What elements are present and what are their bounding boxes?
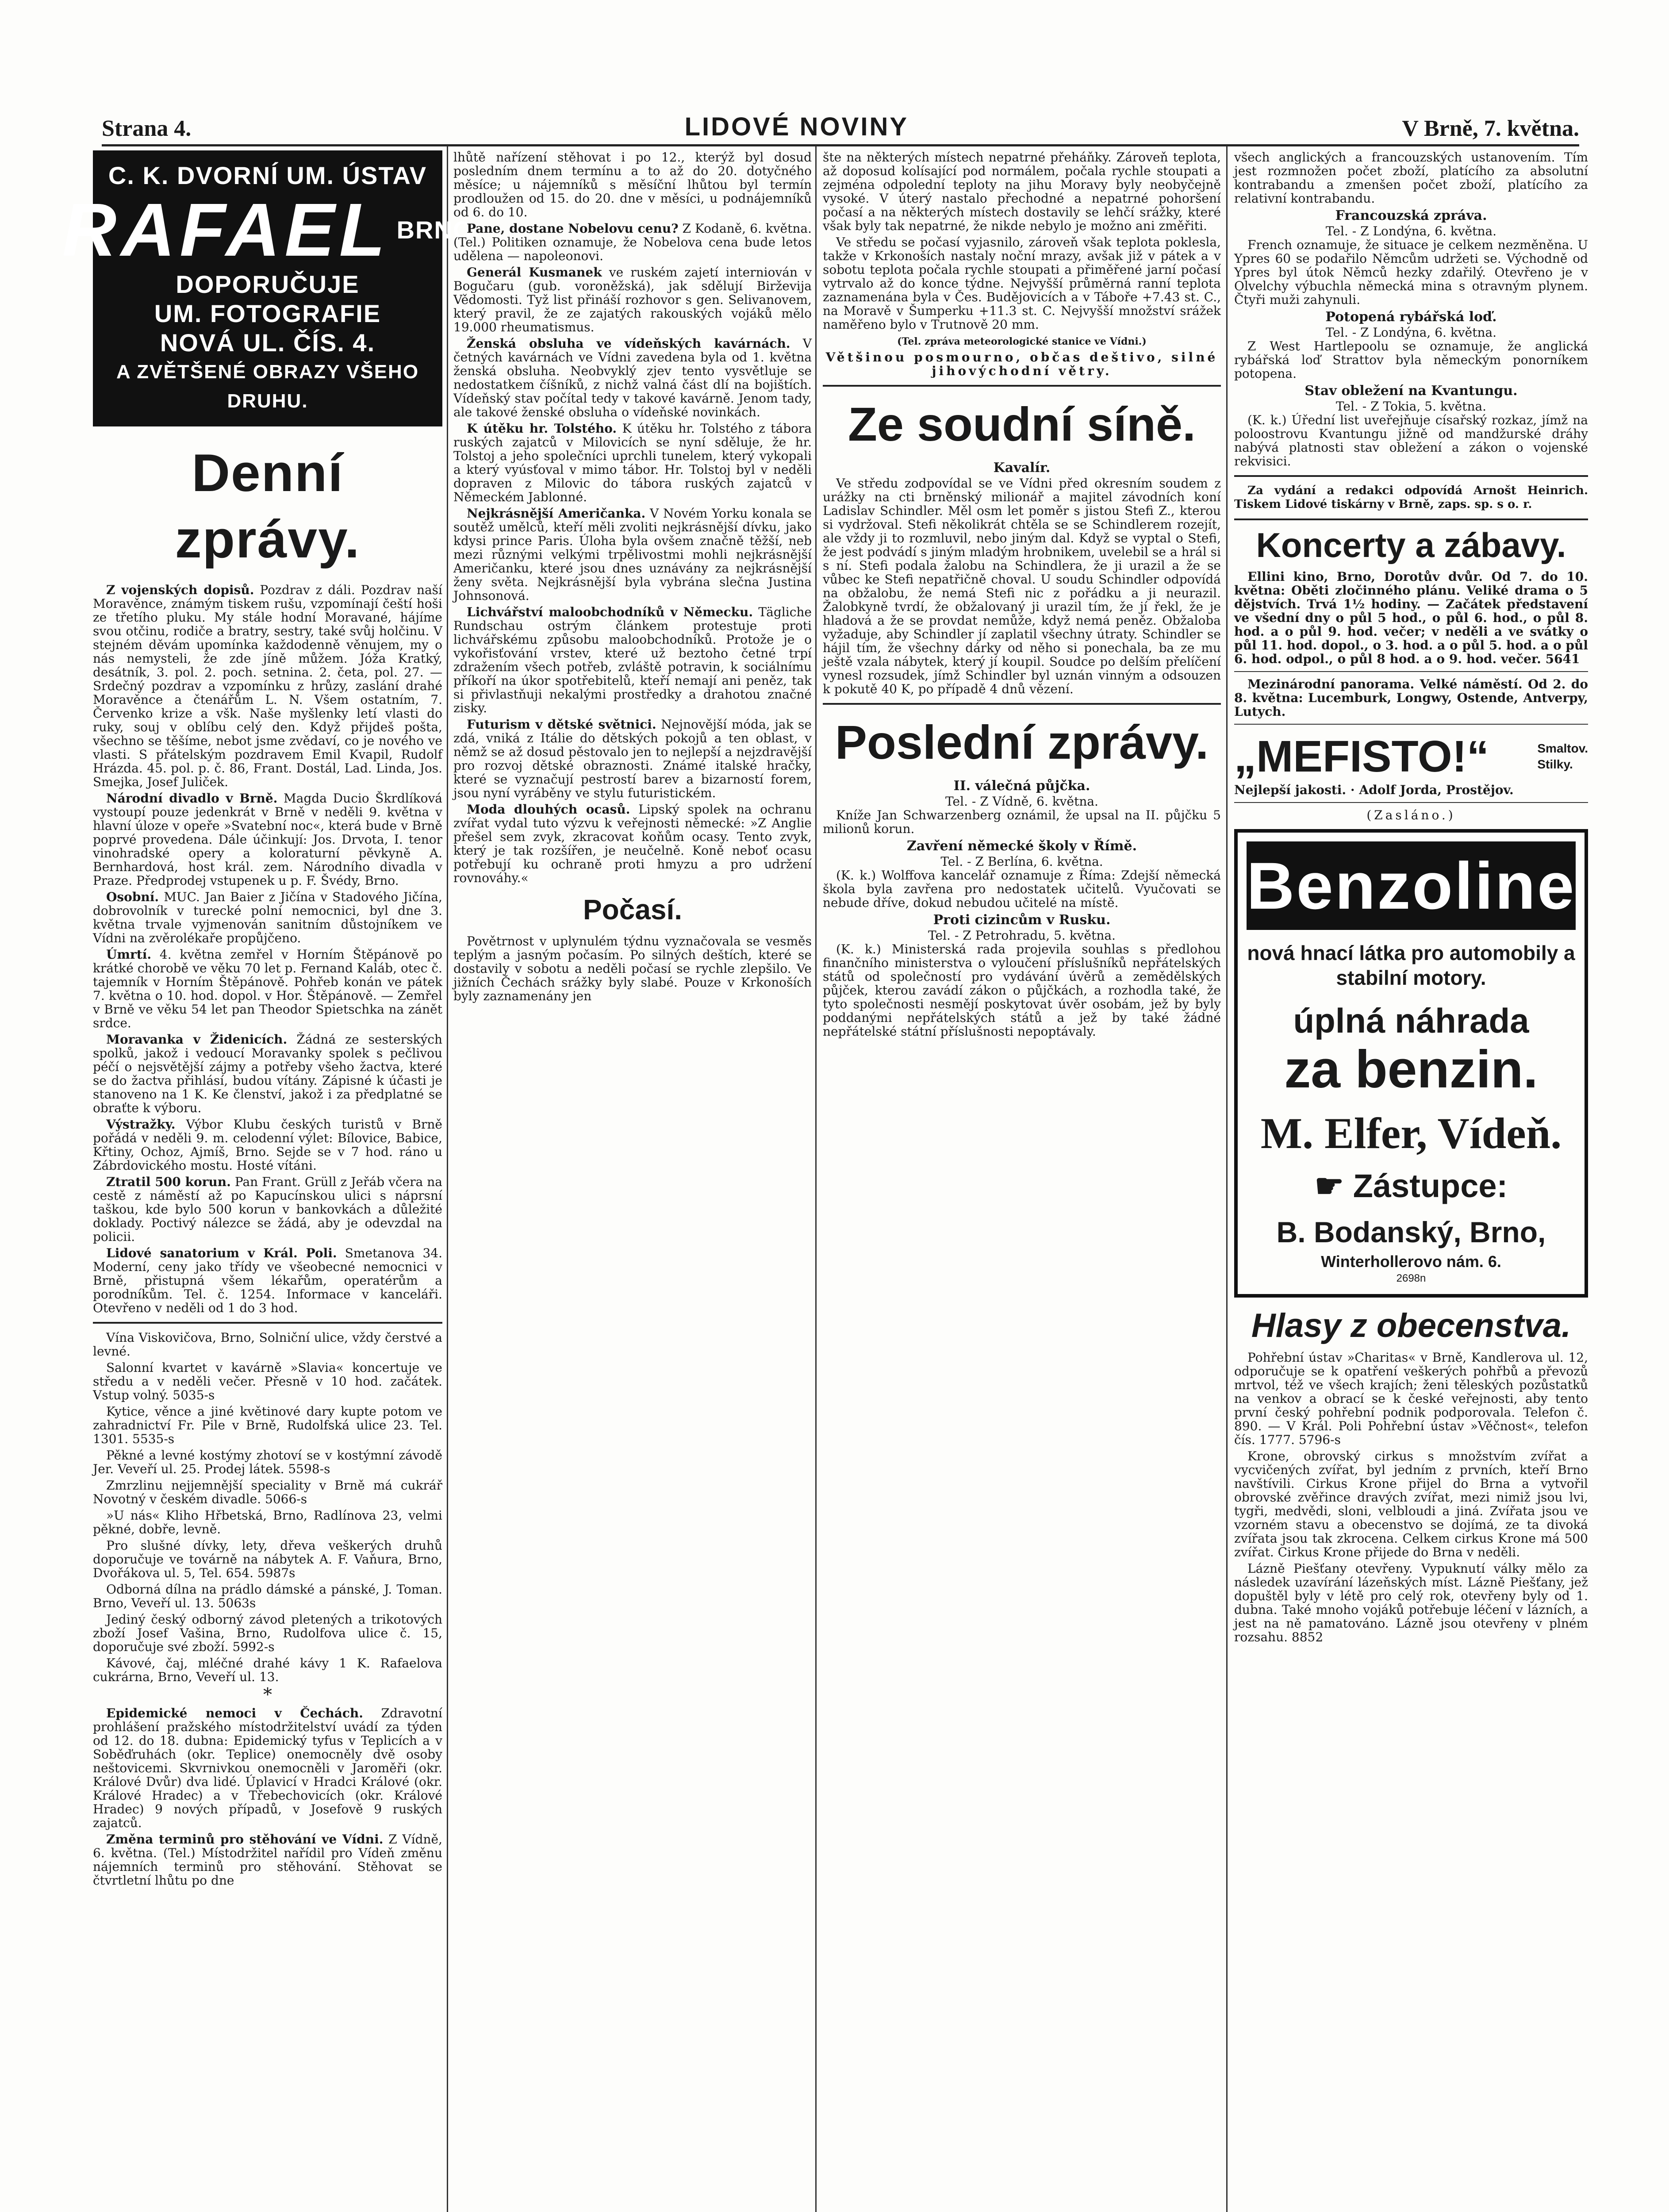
divider bbox=[823, 703, 1221, 705]
divider bbox=[1234, 475, 1588, 477]
column-rule bbox=[447, 146, 448, 2212]
column-rule bbox=[1226, 146, 1228, 2212]
spa-text: Lázně Piešťany otevřeny. Vypuknutí války mělo za následek uzavírání lázeňských míst. Lázně Piešťany, jež dopuštěl byly v létě pro celý rok, otevřeny byly od 1. dubna. Také mnoho vojáků potřebuje léčení v lázních, a jest na ně pamatováno. Lázně jsou otevřeny v plném rozsahu. 8852 bbox=[1234, 1561, 1588, 1644]
column-3 bbox=[823, 150, 1221, 2212]
small-ad: Pro slušné dívky, lety, dřeva veškerých druhů doporučuje ve továrně na nábytek A. F. Vaňura, Brno, Dvořákova ul. 5, Tel. 654. 5987s bbox=[93, 1538, 442, 1580]
news-item bbox=[823, 779, 1221, 836]
article bbox=[93, 1706, 442, 1830]
news-item bbox=[1234, 384, 1588, 468]
section-title-court: Ze soudní síně. bbox=[848, 397, 1196, 451]
article-text: K útěku hr. Tolstého z tábora ruských zajatců v Milovicích se nyní sděluje, že hr. Tolstoj a jeho společníci uprchli tunelem, který vykopali a který vyúsťoval v mimo tábor. Hr. Tolstoj byl v neděli dopraven z Milovic do tábora ruských zajatců v Německém Jablonné. bbox=[453, 421, 812, 504]
article-head: Výstražky. bbox=[106, 1117, 176, 1132]
benzoline-line: nová hnací látka pro automobily a stabilní motory. bbox=[1247, 941, 1575, 989]
weather-text: Povětrnost v uplynulém týdnu vyznačovala se vesměs teplým a jasným počasím. Po silných deštích, které se dostavily v sobotu a neděli počasí se rychle zlepšilo. Ve jižních Čechách srážky byly slabé. Pouze v Krkonoších byly zaznamenány jen bbox=[453, 934, 812, 1003]
article bbox=[453, 718, 812, 800]
article bbox=[453, 422, 812, 504]
article-text: Magda Ducio Škrdlíková vystoupí pouze jedenkrát v Brně v neděli 9. května v hlavní úloze v opeře »Svatební noc«, která bude v Brně poprvé provedena. Dále účinkují: Jos. Drvota, I. tenor vinohradské opery a koloraturní pěvkyně A. Bernhardová, host král. zem. Národního divadla v Praze. Předprodej vstupenek u p. F. Švédy, Brno. bbox=[93, 791, 442, 888]
article-text: Smetanova 34. Moderní, ceny jako třídy ve všeobecné nemocnici v Brně, přistupná všem lékařům, operatérům a porodníkům. Tel. č. 1254. Informace v kanceláři. Otevřeno v neděli od 1 do 3 hod. bbox=[93, 1246, 442, 1315]
section-title-latest-news: Poslední zprávy. bbox=[835, 715, 1209, 769]
article bbox=[453, 507, 812, 603]
small-ad: Pěkné a levné kostýmy zhotoví se v kostýmní závodě Jer. Veveří ul. 25. Prodej látek. 5598-s bbox=[93, 1448, 442, 1476]
article-text: ve ruském zajetí interniován v Bogučaru (gub. voroněžská), jak sdělují Birževija Vědomosti. Tyž list přináší rozhovor s gen. Selivanovem, který pravil, že ze zajatých rakouských vojáků mělo 19.000 rheumatismus. bbox=[453, 265, 812, 334]
benzoline-line: M. Elfer, Vídeň. bbox=[1260, 1109, 1562, 1158]
article bbox=[93, 791, 442, 887]
divider bbox=[1234, 671, 1588, 672]
section-title-daily-news: Denní zprávy. bbox=[175, 443, 361, 569]
publisher-note: Za vydání a redakci odpovídá Arnošt Heinrich. Tiskem Lidové tiskárny v Brně, zaps. sp. s o. r. bbox=[1234, 484, 1588, 511]
news-dateline: Tel. - Z Berlína, 6. května. bbox=[940, 854, 1103, 869]
article-head: Osobní. bbox=[106, 890, 159, 904]
news-head: Francouzská zpráva. bbox=[1335, 208, 1487, 223]
divider bbox=[93, 1322, 442, 1324]
article bbox=[93, 1033, 442, 1115]
column-rule bbox=[815, 146, 817, 2212]
news-text: Kníže Jan Schwarzenberg oznámil, že upsal na II. půjčku 5 milionů korun. bbox=[823, 808, 1221, 836]
small-ad: Vína Viskovičova, Brno, Solniční ulice, vždy čerstvé a levné. bbox=[93, 1330, 442, 1359]
benzoline-number: 2698n bbox=[1396, 1272, 1426, 1284]
column-4 bbox=[1234, 150, 1588, 2212]
news-text: (K. k.) Wolffova kancelář oznamuje z Říma: Zdejší německá škola byla zavřena pro nedostatek učitelů. Vyučovati se nebude dříve, dokud nebudou učitelé na místě. bbox=[823, 868, 1221, 910]
benzoline-rep: Zástupce: bbox=[1353, 1167, 1508, 1204]
ad-line: DOPORUČUJE bbox=[176, 270, 360, 298]
mefisto-line: Nejlepší jakosti. · Adolf Jorda, Prostějov. bbox=[1234, 783, 1514, 797]
section-title-concerts: Koncerty a zábavy. bbox=[1256, 526, 1566, 565]
benzoline-title: Benzoline bbox=[1247, 841, 1576, 930]
small-ad: Kytice, věnce a jiné květinové dary kupte potom ve zahradnictví Fr. Pile v Brně, Rudolfská ulice 23. Tel. 1301. 5535-s bbox=[93, 1404, 442, 1446]
news-item bbox=[823, 839, 1221, 910]
benzoline-line: úplná náhrada bbox=[1293, 1001, 1529, 1040]
article bbox=[93, 890, 442, 945]
page-header bbox=[102, 106, 1579, 146]
court-text: Ve středu zodpovídal se ve Vídni před okresním soudem z urážky na cti brněnský milionář a majitel závodních koní Ladislav Schindler. Měl osm let poměr s jistou Stefi Z., kterou si vydržoval. Stefi několikrát chtěla se se Schindlerem rozejít, ale vždy ji to rozmluvil, nebo jiným dal. Když se vyptal o Stefi, že jest podvádí s jiným mladým hrobnikem, uvelebil se a hrál si s ní. Stefi podala žalobu na Schindlera, že ji urazil a že se vůbec ke Stefi nepatřičně choval. U soudu Schindler odpovídá na obžalobu, že nemá Stefi nic z pořádku a ji neurazil. Žalobkyně tvrdí, že obžalovaný ji urazil tím, že jí řekl, že je hladová a že se provdat nemůže, když nemá peněz. Obžaloba vyžaduje, aby Schindler jí zaplatil všechny útraty. Schindler se hájil tím, že všechny dárky od něho si ponechala, ba ze mu ještě vzala nábytek, který jí koupil. Soudce po delším přelíčení vynesl rozsudek, jímž Schindler byl uznán vinným a odsouzen k pokutě 40 K, po případě 4 dnů vězení. bbox=[823, 476, 1221, 696]
news-dateline: Tel. - Z Tokia, 5. května. bbox=[1335, 399, 1487, 414]
article bbox=[93, 1832, 442, 1887]
news-text: (K. k.) Ministerská rada projevila souhlas s předlohou finančního ministerstva o vyloučení příslušníků nepřátelských států od společností pro vydávání úvěrů a zemědělských půjček, kterou zavádí zákon o půjčkách, a rozhodla také, že tyto společnosti nesmějí poskytovat úvěr osobám, jež by byly poddanými nepřátelských států a jež by také žádné nepřátelské státní příslušnosti nepoptávaly. bbox=[823, 942, 1221, 1039]
article-text: Žádná ze sesterských spolků, jakož i vedoucí Moravanky spolek s pečlivou péčí o nejsvětější zájmy a potřeby všeho žactva, které se do žactva přihlásí, budou vítány. Zápisné k účasti je stanoveno na 1 K. Ke členství, jakož i za předplatné se obraťte k výboru. bbox=[93, 1032, 442, 1115]
news-item bbox=[1234, 310, 1588, 380]
article bbox=[453, 337, 812, 419]
article bbox=[93, 583, 442, 789]
news-text: Z West Hartlepoolu se oznamuje, že anglická rybářská loď Strattov byla německým ponorníkem potopena. bbox=[1234, 339, 1588, 381]
panorama-text: Mezinárodní panorama. Velké náměstí. Od 2. do 8. května: Lucemburk, Longwy, Ostende, Antverpy, Lutych. bbox=[1234, 677, 1588, 719]
news-text: French oznamuje, že situace je celkem nezměněna. U Ypres 60 se podařilo Němcům udržeti se. Východně od Ypres byl útok Němců hezky zdařilý. Otevřeno je v Olvelchy výbuchla německá mina s otravným plynem. Čtyři muži zahynuli. bbox=[1234, 238, 1588, 307]
article-head: Moda dlouhých ocasů. bbox=[467, 802, 630, 817]
news-dateline: Tel. - Z Londýna, 6. května. bbox=[1325, 325, 1497, 340]
ad-city: BRNO bbox=[396, 216, 473, 244]
ad-brand: RAFAEL bbox=[62, 188, 390, 272]
ad-line: UM. FOTOGRAFIE bbox=[154, 300, 381, 327]
article-text: V četných kavárnách ve Vídni zavedena byla od 1. května ženská obsluha. Neobvyklý zjev tento vysvětluje se nedostatkem číšníků, z nichž valná část dlí na bojištích. Vídeňský stav počítal tedy v takové kavárně. Jenom tady, ale takové ženské obsluha o vídeňské novinkách. bbox=[453, 336, 812, 419]
news-head: II. válečná půjčka. bbox=[953, 778, 1090, 794]
article-text: Tägliche Rundschau ostrým článkem protestuje proti lichvářskému způsobu maloobchodníků. Protože je o vykořisťování vrstev, které už beztoho četné trpí zdražením všech potřeb, zvláště potravin, k sociálnímu příkoří na úkor spotřebitelů, kteří nemají ani peněz, tak si přivlastňuji nekalými prostředky a drahotou značné zisky. bbox=[453, 605, 812, 715]
news-list bbox=[1234, 209, 1588, 468]
article-text: V Novém Yorku konala se soutěž umělců, kteří měli zvoliti nejkrásnější dívku, jako kdysi prince Paris. Úloha byla ovšem značně těžší, neb mezi různými velkými trpělivostmi mohli nejkrásnější Američanku, které jsou dnes uznávány za nejkrásnější ženy světa. Nejkrásnější byla vybrána slečna Justina Johnsonová. bbox=[453, 506, 812, 603]
column-2 bbox=[453, 150, 812, 2212]
article bbox=[93, 948, 442, 1030]
article-head: Úmrtí. bbox=[106, 947, 152, 962]
article bbox=[453, 222, 812, 263]
article-head: Ženská obsluha ve vídeňských kavárnách. bbox=[467, 336, 790, 351]
benzoline-line: Winterhollerovo nám. 6. bbox=[1321, 1252, 1501, 1271]
article-text: Lipský spolek na ochranu zvířat vydal tuto výzvu k veřejnosti německé: »Z Anglie přešel sem zvyk, zkracovat koňům ocasy. Tento zvyk, který je tak rozšířen, je neučelně. Koně neboť ocasu potřebují ku ochraně proti hmyzu a pro udržení rovnováhy.« bbox=[453, 802, 812, 885]
news-item bbox=[823, 913, 1221, 1038]
rafael-ad bbox=[62, 150, 473, 426]
divider bbox=[823, 385, 1221, 387]
weather-forecast: Většinou posmourno, občas deštivo, silné jihovýchodní větry. bbox=[825, 350, 1218, 378]
column-1 bbox=[62, 150, 473, 2212]
article-text: Z Vídně, 6. května. (Tel.) Místodržitel nařídil pro Vídeň změnu nájemních terminů pro stěhování. Stěhovat se čtvrtletní lhůtu po dne bbox=[93, 1832, 442, 1888]
page-label: Strana 4. bbox=[102, 116, 192, 141]
article-head: Epidemické nemoci v Čechách. bbox=[106, 1706, 364, 1720]
weather-tail: Ve středu se počasí vyjasnilo, zároveň však teplota poklesla, takže v Krkonoších nastaly noční mrazy, avšak již v pátek a v sobotu teplota počala rychle stoupati a přiměřené jarní počasí vytrvalo až do konce týdne. Nejvyšší průměrná ranní teplota zaznamenána byla v Čes. Budějovicích a v Táboře +7.43 st. C., na Moravě v Šumperku +11.3 st. C. Nejvyšší množství srážek naměřeno bylo v Trutnově 20 mm. bbox=[823, 235, 1221, 332]
article bbox=[453, 605, 812, 715]
pointing-hand-icon: ☛ bbox=[1314, 1167, 1353, 1204]
asterisk-divider: * bbox=[263, 1685, 272, 1705]
mefisto-ad bbox=[1234, 730, 1588, 783]
article-head: Generál Kusmanek bbox=[467, 265, 602, 280]
article-continuation: všech anglických a francouzských ustanovením. Tím jest rozmnožen počet zboží, platícího za absolutní kontrabandu a zmenšen počet zboží, platícího za relativní kontrabandu. bbox=[1234, 150, 1588, 206]
article-head: Změna terminů pro stěhování ve Vídni. bbox=[106, 1832, 384, 1847]
mefisto-side: Smaltov. bbox=[1537, 741, 1588, 755]
news-text: (K. k.) Úřední list uveřejňuje císařský rozkaz, jímž na poloostrovu Kvantungu jižně od mandžurské dráhy nabývá platnosti stav obležení a zákon o vojenské rekvisici. bbox=[1234, 413, 1588, 469]
benzoline-ad bbox=[1234, 829, 1588, 1298]
article bbox=[453, 803, 812, 885]
weather-source: (Tel. zpráva meteorologické stanice ve Vídni.) bbox=[897, 336, 1147, 347]
divider bbox=[1234, 724, 1588, 725]
article-head: Národní divadlo v Brně. bbox=[106, 791, 278, 806]
small-ad: »U nás« Kliho Hřbetská, Brno, Radlínova 23, velmi pěkné, dobře, levně. bbox=[93, 1508, 442, 1536]
small-ad: Salonní kvartet v kavárně »Slavia« koncertuje ve středu a v neděli večer. Přesně v 10 hod. začátek. Vstup volný. 5035-s bbox=[93, 1360, 442, 1402]
voices-text: Pohřební ústav »Charitas« v Brně, Kandlerova ul. 12, odporučuje se k opatření veškerých pohřbů a převozů mrtvol, též ve všech krajích; ženi těleských pozůstatků na venkov a obrací se k české veřejnosti, aby tento první český pohřební podnik podporovala. Telefon č. 890. — V Král. Poli Pohřební ústav »Věčnost«, telefon čís. 1777. 5796-s bbox=[1234, 1350, 1588, 1447]
article-continuation: šte na některých místech nepatrné přeháňky. Zároveň teplota, až doposud kolísající pod normálem, počala rychle stoupati a zejména odpolední teploty na jihu Moravy byly neobyčejně vysoké. V úterý nastalo přechodné a nepatrné pohoršení počasí a na některých místech dostavily se lehčí srážky, které však byly tak nepatrné, že nikde nebylo je možno ani změřiti. bbox=[823, 150, 1221, 233]
masthead: LIDOVÉ NOVINY bbox=[684, 112, 909, 141]
article-text: Pan Frant. Grüll z Jeřáb včera na cestě z náměstí až po Kapucínskou ulici s náprsní taškou, kde bylo 500 korun v bankovkách a důležité doklady. Poctivý nálezce se žádá, aby je odevzdal na policii. bbox=[93, 1175, 442, 1244]
news-dateline: Tel. - Z Vídně, 6. května. bbox=[945, 794, 1098, 809]
article-head: Nejkrásnější Američanka. bbox=[467, 506, 646, 521]
article bbox=[93, 1246, 442, 1315]
dateline: V Brně, 7. května. bbox=[1402, 116, 1579, 141]
article-head: Lidové sanatorium v Král. Poli. bbox=[106, 1246, 337, 1260]
article-head: Moravanka v Židenicích. bbox=[106, 1032, 288, 1047]
article-list bbox=[453, 222, 812, 885]
concerts-text: Ellini kino, Brno, Dorotův dvůr. Od 7. do 10. května: Oběti zločinného plánu. Veliké drama o 5 dějstvích. Trvá 1½ hodiny. — Začátek představení ve všední dny o půl 5 hod., o půl 6. hod., o půl 8. hod. a o půl 9. hod. večer; v neděli a ve svátky o půl 11. hod. dopol., o 3. hod. a o půl 5. hod. a o půl 6. hod. odpol., o půl 8 hod. a o 9. hod. večer. 5641 bbox=[1234, 569, 1588, 666]
article-list bbox=[93, 583, 442, 1315]
zaslano-label: (Zasláno.) bbox=[1366, 808, 1456, 822]
divider bbox=[1234, 802, 1588, 803]
news-head: Stav obležení na Kvantungu. bbox=[1305, 383, 1518, 399]
small-ad: Odborná dílna na prádlo dámské a pánské, J. Toman. Brno, Veveří ul. 13. 5063s bbox=[93, 1582, 442, 1610]
article bbox=[453, 265, 812, 334]
article-head: Ztratil 500 korun. bbox=[106, 1175, 231, 1189]
small-ad: Kávové, čaj, mléčné drahé kávy 1 K. Rafaelova cukrárna, Brno, Veveří ul. 13. bbox=[93, 1656, 442, 1684]
article-text: Zdravotní prohlášení pražského místodržitelství uvádí za týden od 12. do 18. dubna: Epidemický tyfus v Teplicích a v Soběďruhách (okr. Teplice) onemocněly dvě osoby neštovicemi. Skvrnivkou onemocněli v Jaroměři (okr. Králové Dvůr) dva lidé. Úplavicí v Hradci Králové (okr. Králové Hradec) a v Třebechovicích (okr. Králové Hradec) 9 nových případů, v Josefově 9 ruských zajatců. bbox=[93, 1706, 442, 1830]
small-ad: Zmrzlinu nejjemnější speciality v Brně má cukrář Novotný v českém divadle. 5066-s bbox=[93, 1478, 442, 1506]
article-head: Lichvářství maloobchodníků v Německu. bbox=[467, 605, 753, 619]
article-text: Výbor Klubu českých turistů v Brně pořádá v neděli 9. m. celodenní výlet: Bílovice, Babice, Křtiny, Ochoz, Ajmíš, Brno. Sejde se v 7 hod. ráno u Zábrdovického mostu. Hosté vítáni. bbox=[93, 1117, 442, 1173]
ad-line: C. K. DVORNÍ UM. ÚSTAV bbox=[108, 161, 427, 189]
news-dateline: Tel. - Z Petrohradu, 5. května. bbox=[928, 928, 1116, 943]
news-item bbox=[1234, 209, 1588, 307]
article-head: K útěku hr. Tolstého. bbox=[467, 421, 617, 436]
ad-address: NOVÁ UL. ČÍS. 4. bbox=[160, 329, 376, 357]
article-text: Nejnovější móda, jak se zdá, vniká z Itálie do dětských pokojů a ten oblast, v němž se až dosud pěstovalo jen to nejlepší a nejzdravější pro rozvoj dětské obraznosti. Známé italské hračky, které se vyznačují pestrostí barev a bizarností forem, jsou nyní vyráběny ve stylu futuristickém. bbox=[453, 717, 812, 800]
article-head: Pane, dostane Nobelovu cenu? bbox=[467, 221, 679, 236]
article bbox=[93, 1118, 442, 1172]
court-subtitle: Kavalír. bbox=[993, 460, 1051, 476]
small-ads-list bbox=[93, 1331, 442, 1684]
article bbox=[93, 1175, 442, 1244]
article-text: Z Kodaně, 6. května. (Tel.) Politiken oznamuje, že Nobelova cena bude letos udělena — napoleonovi. bbox=[453, 221, 812, 263]
article-head: Futurism v dětské světnici. bbox=[467, 717, 656, 732]
article-text: MUC. Jan Baier z Jičína v Stadového Jičína, dobrovolník v turecké polní nemocnici, byl dne 3. května trvale vyjmenován sanitním důstojníkem ve Vídni na zvěrolékaře propůjčeno. bbox=[93, 890, 442, 945]
news-head: Zavření německé školy v Římě. bbox=[906, 838, 1137, 854]
weather-title: Počasí. bbox=[583, 894, 683, 926]
benzoline-line: B. Bodanský, Brno, bbox=[1276, 1216, 1546, 1248]
mefisto-side: Stilky. bbox=[1537, 757, 1573, 771]
news-dateline: Tel. - Z Londýna, 6. května. bbox=[1325, 224, 1497, 238]
ad-line: A ZVĚTŠENÉ OBRAZY VŠEHO DRUHU. bbox=[116, 361, 419, 412]
mefisto-brand: „MEFISTO!“ bbox=[1234, 732, 1489, 781]
divider bbox=[1234, 518, 1588, 520]
benzoline-line bbox=[1247, 1166, 1576, 1206]
news-head: Potopená rybářská loď. bbox=[1325, 309, 1497, 325]
article-continuation: lhůtě nařízení stěhovat i po 12., kterýž byl dosud posledním dnem termínu a to až do 20. dotyčného měsíce; u nájemníků s měsíční lhůtou byl termín prodloužen od 15. do 20. dne v měsíci, u podnájemníků od 6. do 10. bbox=[453, 150, 812, 219]
news-list bbox=[823, 779, 1221, 1038]
article-text: Pozdrav z dáli. Pozdrav naší Moravěnce, známým tiskem rušu, vzpomínají čeští hoši ze třetího pluku. My stále hodní Moravané, hájíme svou otčinu, rodiče a bratry, sestry, také svůj holčinu. V stejném děvám upomínka každodenně věnujem, my o nás nemysteli, že zde jíně můžem. Jóža Kratký, desátník, 3. pol. 2. poch. setnina. 2. četa, pol. 27. — Srdečný pozdrav a vzpomínku z hrůzy, zaslání drahé Moravěnce a čtenářům L. N. Všem ostatním, 7. Červenko krize a všk. Naše myšlenky letí vlasti do ruky, souj v oblíbu celý den. Když přijdeš pošta, všechno se těšíme, nebot jsme zvědaví, co je nového ve vlasti. S přátelským pozdravem Emil Kvapil, Rudolf Hrázda. 45. pol. p. č. 86, Frant. Dostál, Lad. Linda, Jos. Smejka, Josef Juliček. bbox=[93, 583, 442, 789]
article-text: 4. května zemřel v Horním Štěpánově po krátké chorobě ve věku 70 let p. Fernand Kaláb, otec č. tajemník v Horním Štěpánově. Pohřeb konán ve pátek 7. května o 10. hod. dopol. v Hor. Štěpánově. — Zemřel v Brně ve věku 54 let pan Theodor Spietschka na zánět srdce. bbox=[93, 947, 442, 1030]
article-head: Z vojenských dopisů. bbox=[106, 583, 254, 597]
news-head: Proti cizincům v Rusku. bbox=[933, 912, 1111, 928]
section-title-voices: Hlasy z obecenstva. bbox=[1251, 1307, 1571, 1344]
benzoline-line: za benzin. bbox=[1284, 1040, 1538, 1099]
small-ad: Jediný český odborný závod pletených a trikotových zboží Josef Vašina, Brno, Rudolfova ulice č. 15, doporučuje své zboží. 5992-s bbox=[93, 1612, 442, 1654]
circus-text: Krone, obrovský cirkus s množstvím zvířat a vycvičených zvířat, byl jedním z prvních, kteří Brno navštívili. Cirkus Krone přijel do Brna a vytvořil obrovské zvěřince dravých zvířat, mezi nimiž jsou lvi, tygři, medvědi, sloni, velbloudi a jiná. Zvířata jsou ve vzorném stavu a obecenstvo se dojímá, ze ta divoká zvířata jsou tak zkrocena. Celkem cirkus Krone má 500 zvířat. Cirkus Krone přijede do Brna v neděli. bbox=[1234, 1449, 1588, 1559]
